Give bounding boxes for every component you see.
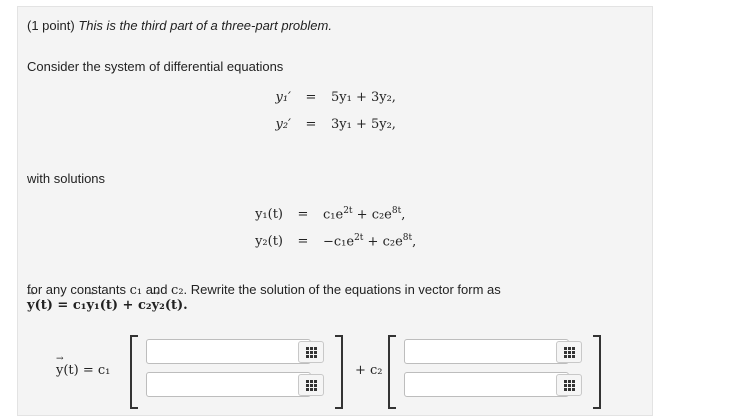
with-solutions-text: with solutions bbox=[27, 171, 106, 186]
system-eq-1-equals: = bbox=[305, 90, 317, 105]
vector2-bottom-input[interactable] bbox=[404, 372, 569, 397]
grid-icon bbox=[306, 380, 317, 391]
vector1-left-bracket bbox=[130, 335, 138, 409]
solution-eq-2-lhs: y₂(t) bbox=[255, 234, 283, 250]
solution-eq-2-rhs: $-c_1e^{2t} + c_2e^{8t}$, bbox=[323, 233, 417, 250]
solution-eq-1-equals: = bbox=[297, 207, 309, 223]
vector2-bottom-palette-button[interactable] bbox=[556, 374, 582, 396]
system-eq-1 bbox=[255, 90, 396, 105]
vector1-right-bracket bbox=[335, 335, 343, 409]
consider-text: Consider the system of differential equations bbox=[27, 59, 284, 74]
vector2-left-bracket bbox=[388, 335, 396, 409]
solution-eq-2-equals: = bbox=[297, 234, 309, 250]
vector-form-equation: → y(t) = c₁→ y₁(t) + c₂→ y₂(t). bbox=[27, 298, 188, 313]
intro-text: This is the third part of a three-part problem. bbox=[78, 18, 332, 33]
problem-intro bbox=[27, 18, 332, 33]
const-c2: c₂ bbox=[171, 283, 184, 298]
plus-c2-label: + c₂ bbox=[355, 363, 383, 378]
vector2-top-palette-button[interactable] bbox=[556, 341, 582, 363]
system-eq-2-equals: = bbox=[305, 117, 317, 132]
system-eq-1-lhs: y₁′ bbox=[275, 90, 291, 105]
vector2-top-input[interactable] bbox=[404, 339, 569, 364]
grid-icon bbox=[564, 347, 575, 358]
system-eq-2-lhs: y₂′ bbox=[275, 117, 291, 132]
grid-icon bbox=[306, 347, 317, 358]
vector1-top-palette-button[interactable] bbox=[298, 341, 324, 363]
problem-panel bbox=[17, 6, 653, 416]
solution-eq-1-rhs: $c_1e^{2t} + c_2e^{8t}$, bbox=[323, 206, 406, 223]
system-eq-2-rhs: 3y₁ + 5y₂, bbox=[331, 117, 396, 132]
vector1-top-input[interactable] bbox=[146, 339, 311, 364]
solution-eq-2 bbox=[225, 233, 416, 249]
rewrite-and: and bbox=[142, 282, 172, 297]
vector1-bottom-input[interactable] bbox=[146, 372, 311, 397]
vector1-bottom-palette-button[interactable] bbox=[298, 374, 324, 396]
const-c1: c₁ bbox=[129, 283, 143, 298]
solution-eq-1-lhs: y₁(t) bbox=[255, 207, 283, 223]
vector2-right-bracket bbox=[593, 335, 601, 409]
points-label: (1 point) bbox=[27, 18, 75, 33]
answer-lhs-label: → y(t) = c₁ bbox=[56, 363, 110, 378]
system-eq-2 bbox=[255, 117, 396, 132]
system-eq-1-rhs: 5y₁ + 3y₂, bbox=[331, 90, 396, 105]
grid-icon bbox=[564, 380, 575, 391]
rewrite-text-b: . Rewrite the solution of the equations in vector form as bbox=[183, 282, 501, 297]
rewrite-text-a: for any constants bbox=[27, 282, 130, 297]
rewrite-text bbox=[27, 282, 501, 298]
solution-eq-1 bbox=[225, 206, 405, 222]
